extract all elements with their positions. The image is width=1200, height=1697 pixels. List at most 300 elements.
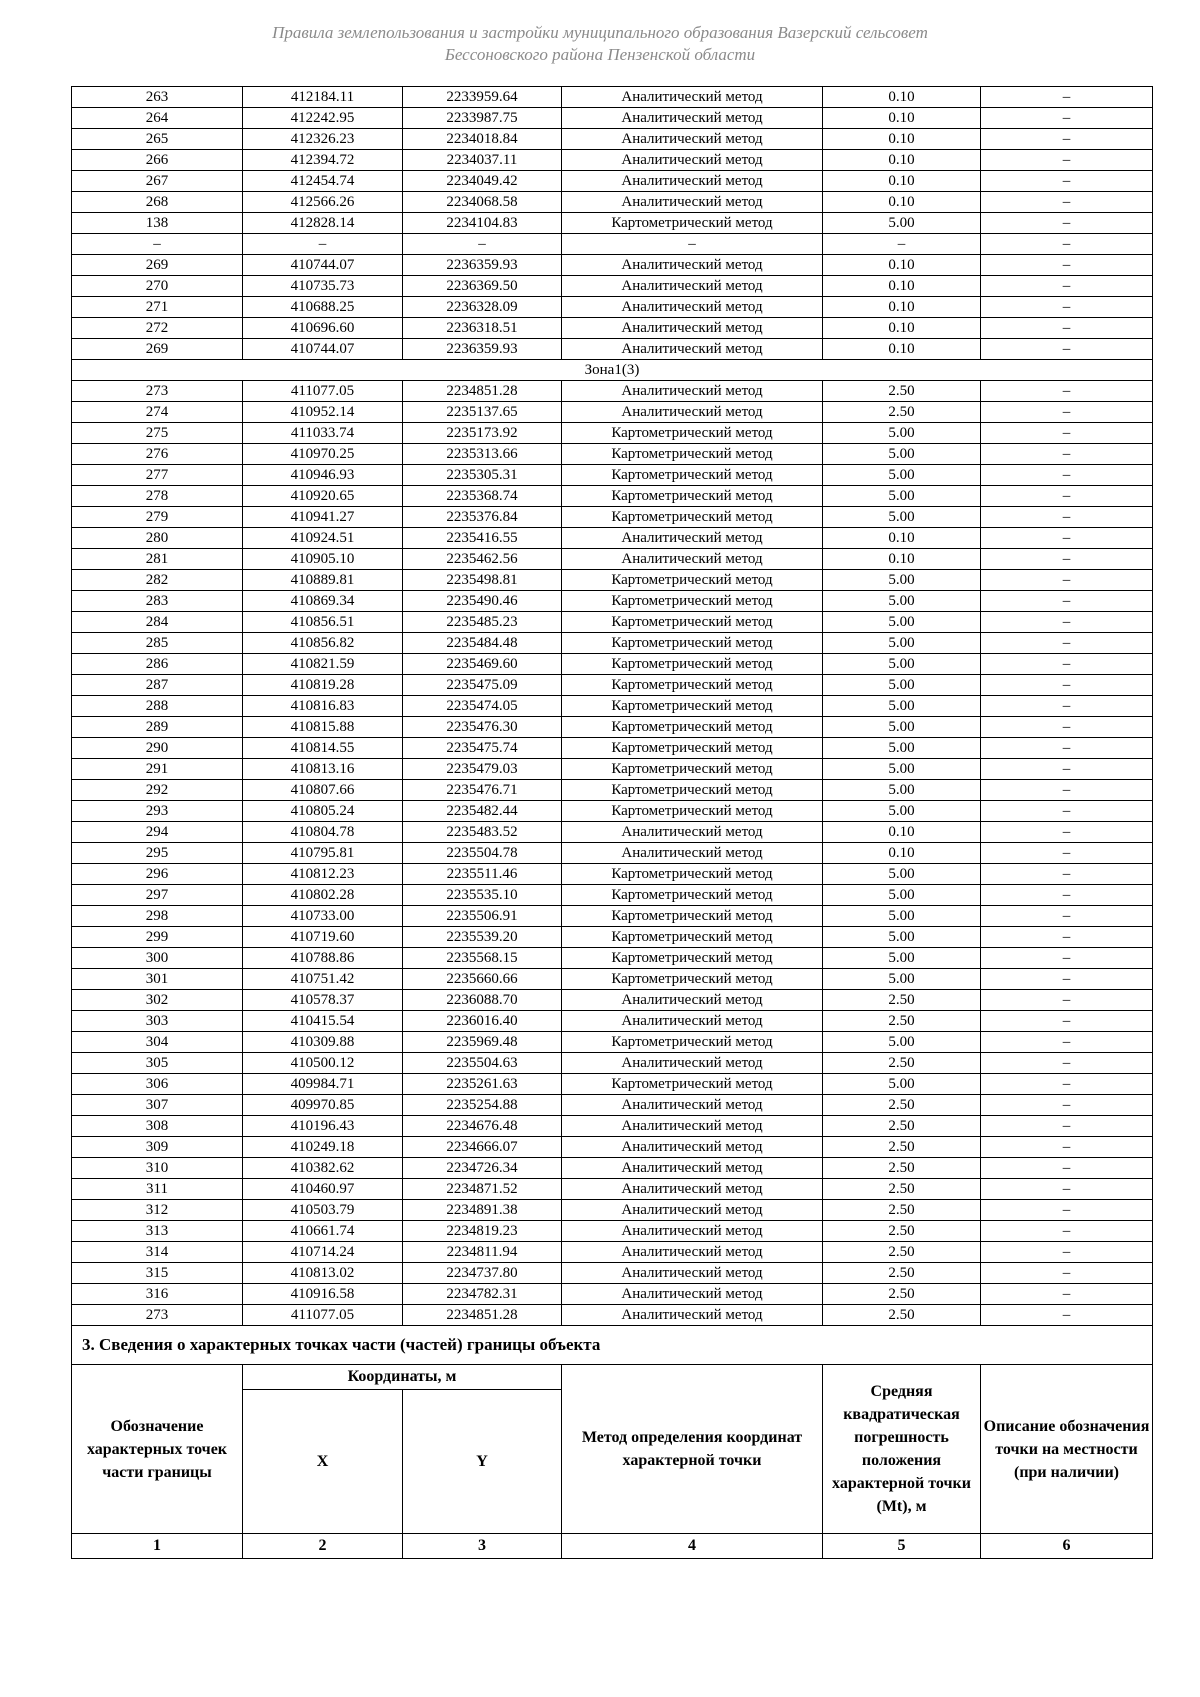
point-id-cell: 312 <box>72 1200 243 1221</box>
table-row <box>72 864 1153 885</box>
point-id-cell: 286 <box>72 654 243 675</box>
description-cell: – <box>981 108 1153 129</box>
description-cell: – <box>981 675 1153 696</box>
error-cell: 0.10 <box>823 150 981 171</box>
description-cell: – <box>981 1158 1153 1179</box>
description-cell: – <box>981 927 1153 948</box>
point-id-cell: 292 <box>72 780 243 801</box>
error-cell: 0.10 <box>823 297 981 318</box>
point-id-cell: 291 <box>72 759 243 780</box>
x-coord-cell: 410795.81 <box>243 843 403 864</box>
y-coord-cell: 2234068.58 <box>403 192 562 213</box>
y-coord-cell: 2235504.78 <box>403 843 562 864</box>
y-coord-cell: 2234811.94 <box>403 1242 562 1263</box>
y-coord-cell: 2235482.44 <box>403 801 562 822</box>
y-coord-cell: 2235483.52 <box>403 822 562 843</box>
point-id-cell: 270 <box>72 276 243 297</box>
point-id-cell: 263 <box>72 87 243 108</box>
section-3-title-row <box>72 1326 1153 1365</box>
y-coord-cell: 2234676.48 <box>403 1116 562 1137</box>
description-cell: – <box>981 570 1153 591</box>
y-coord-cell: 2234726.34 <box>403 1158 562 1179</box>
x-coord-cell: 412242.95 <box>243 108 403 129</box>
table-row <box>72 108 1153 129</box>
point-id-cell: 287 <box>72 675 243 696</box>
error-cell: 2.50 <box>823 1242 981 1263</box>
error-cell: 2.50 <box>823 1200 981 1221</box>
method-cell: Аналитический метод <box>562 129 823 150</box>
error-cell: 5.00 <box>823 738 981 759</box>
y-coord-cell: 2236359.93 <box>403 339 562 360</box>
error-cell: 0.10 <box>823 192 981 213</box>
method-cell: Аналитический метод <box>562 1053 823 1074</box>
point-id-cell: 300 <box>72 948 243 969</box>
rows-before-zone <box>72 87 1153 360</box>
method-cell: Картометрический метод <box>562 486 823 507</box>
method-cell: Аналитический метод <box>562 1263 823 1284</box>
error-cell: 0.10 <box>823 276 981 297</box>
description-cell: – <box>981 1221 1153 1242</box>
col-coords-header: Координаты, м <box>243 1365 562 1390</box>
error-cell: 5.00 <box>823 801 981 822</box>
error-cell: 0.10 <box>823 822 981 843</box>
point-id-cell: 138 <box>72 213 243 234</box>
method-cell: Картометрический метод <box>562 507 823 528</box>
x-coord-cell: 410856.51 <box>243 612 403 633</box>
point-id-cell: 264 <box>72 108 243 129</box>
table-row <box>72 507 1153 528</box>
x-coord-cell: 410196.43 <box>243 1116 403 1137</box>
method-cell: Картометрический метод <box>562 780 823 801</box>
table-row <box>72 612 1153 633</box>
description-cell: – <box>981 1032 1153 1053</box>
y-coord-cell: 2236088.70 <box>403 990 562 1011</box>
table-row <box>72 381 1153 402</box>
table-row <box>72 276 1153 297</box>
x-coord-cell: 410751.42 <box>243 969 403 990</box>
x-coord-cell: 412326.23 <box>243 129 403 150</box>
page-header <box>0 22 1200 66</box>
point-id-cell: 304 <box>72 1032 243 1053</box>
column-number: 4 <box>562 1534 823 1559</box>
x-coord-cell: 410821.59 <box>243 654 403 675</box>
point-id-cell: 308 <box>72 1116 243 1137</box>
description-cell: – <box>981 192 1153 213</box>
x-coord-cell: 410924.51 <box>243 528 403 549</box>
method-cell: Картометрический метод <box>562 717 823 738</box>
x-coord-cell: 410916.58 <box>243 1284 403 1305</box>
y-coord-cell: 2234819.23 <box>403 1221 562 1242</box>
error-cell: 5.00 <box>823 423 981 444</box>
y-coord-cell: 2235474.05 <box>403 696 562 717</box>
description-cell: – <box>981 129 1153 150</box>
point-id-cell: 276 <box>72 444 243 465</box>
table-row <box>72 528 1153 549</box>
table-row <box>72 654 1153 675</box>
error-cell: 2.50 <box>823 1011 981 1032</box>
x-coord-cell: 410889.81 <box>243 570 403 591</box>
x-coord-cell: 410500.12 <box>243 1053 403 1074</box>
description-cell: – <box>981 906 1153 927</box>
y-coord-cell: 2236359.93 <box>403 255 562 276</box>
method-cell: Аналитический метод <box>562 1158 823 1179</box>
x-coord-cell: 410249.18 <box>243 1137 403 1158</box>
table-row <box>72 885 1153 906</box>
description-cell: – <box>981 717 1153 738</box>
description-cell: – <box>981 843 1153 864</box>
x-coord-cell: 410735.73 <box>243 276 403 297</box>
error-cell: 0.10 <box>823 255 981 276</box>
point-id-cell: 271 <box>72 297 243 318</box>
point-id-cell: 302 <box>72 990 243 1011</box>
method-cell: Аналитический метод <box>562 87 823 108</box>
description-cell: – <box>981 423 1153 444</box>
point-id-cell: 288 <box>72 696 243 717</box>
y-coord-cell: 2234037.11 <box>403 150 562 171</box>
column-number: 1 <box>72 1534 243 1559</box>
y-coord-cell: 2234851.28 <box>403 381 562 402</box>
method-cell: Аналитический метод <box>562 1242 823 1263</box>
error-cell: 0.10 <box>823 129 981 150</box>
y-coord-cell: 2235498.81 <box>403 570 562 591</box>
method-cell: Аналитический метод <box>562 1137 823 1158</box>
table-row <box>72 87 1153 108</box>
y-coord-cell: 2235462.56 <box>403 549 562 570</box>
method-cell: Картометрический метод <box>562 675 823 696</box>
table-row <box>72 486 1153 507</box>
method-cell: Картометрический метод <box>562 570 823 591</box>
y-coord-cell: 2236369.50 <box>403 276 562 297</box>
y-coord-cell: 2235969.48 <box>403 1032 562 1053</box>
error-cell: 5.00 <box>823 927 981 948</box>
x-coord-cell: 410815.88 <box>243 717 403 738</box>
x-coord-cell: 410816.83 <box>243 696 403 717</box>
x-coord-cell: 410856.82 <box>243 633 403 654</box>
method-cell: Картометрический метод <box>562 948 823 969</box>
y-coord-cell: – <box>403 234 562 255</box>
x-coord-cell: 409984.71 <box>243 1074 403 1095</box>
table-row <box>72 339 1153 360</box>
point-id-cell: 309 <box>72 1137 243 1158</box>
table-row <box>72 591 1153 612</box>
description-cell: – <box>981 1074 1153 1095</box>
y-coord-cell: 2235485.23 <box>403 612 562 633</box>
description-cell: – <box>981 318 1153 339</box>
point-id-cell: 269 <box>72 255 243 276</box>
description-cell: – <box>981 381 1153 402</box>
table-row <box>72 759 1153 780</box>
x-coord-cell: 410805.24 <box>243 801 403 822</box>
description-cell: – <box>981 738 1153 759</box>
method-cell: Аналитический метод <box>562 1200 823 1221</box>
x-coord-cell: – <box>243 234 403 255</box>
y-coord-cell: 2233959.64 <box>403 87 562 108</box>
table-row <box>72 1011 1153 1032</box>
error-cell: 5.00 <box>823 486 981 507</box>
table-row <box>72 129 1153 150</box>
point-id-cell: 314 <box>72 1242 243 1263</box>
point-id-cell: 307 <box>72 1095 243 1116</box>
table-row <box>72 570 1153 591</box>
y-coord-cell: 2234851.28 <box>403 1305 562 1326</box>
point-id-cell: 301 <box>72 969 243 990</box>
method-cell: Картометрический метод <box>562 927 823 948</box>
method-cell: Аналитический метод <box>562 843 823 864</box>
error-cell: 5.00 <box>823 591 981 612</box>
x-coord-cell: 410941.27 <box>243 507 403 528</box>
column-number: 2 <box>243 1534 403 1559</box>
method-cell: Картометрический метод <box>562 423 823 444</box>
error-cell: 0.10 <box>823 339 981 360</box>
description-cell: – <box>981 234 1153 255</box>
point-id-cell: 267 <box>72 171 243 192</box>
method-cell: Картометрический метод <box>562 591 823 612</box>
x-coord-cell: 412394.72 <box>243 150 403 171</box>
error-cell: 0.10 <box>823 87 981 108</box>
method-cell: Аналитический метод <box>562 1284 823 1305</box>
error-cell: 5.00 <box>823 717 981 738</box>
table-row <box>72 1284 1153 1305</box>
method-cell: Картометрический метод <box>562 696 823 717</box>
description-cell: – <box>981 1284 1153 1305</box>
column-number: 6 <box>981 1534 1153 1559</box>
description-cell: – <box>981 171 1153 192</box>
point-id-cell: 299 <box>72 927 243 948</box>
description-cell: – <box>981 339 1153 360</box>
method-cell: Картометрический метод <box>562 1032 823 1053</box>
x-coord-cell: 410812.23 <box>243 864 403 885</box>
point-id-cell: 293 <box>72 801 243 822</box>
col-error-header: Средняя квадратическая погрешность положения характерной точки (Mt), м <box>823 1365 981 1534</box>
table-row <box>72 969 1153 990</box>
description-cell: – <box>981 801 1153 822</box>
column-number: 5 <box>823 1534 981 1559</box>
table-row <box>72 1179 1153 1200</box>
x-coord-cell: 412184.11 <box>243 87 403 108</box>
col-designation-header: Обозначение характерных точек части границы <box>72 1365 243 1534</box>
y-coord-cell: 2235254.88 <box>403 1095 562 1116</box>
coordinates-table <box>71 86 1153 1559</box>
point-id-cell: 273 <box>72 381 243 402</box>
col-desc-header: Описание обозначения точки на местности (при наличии) <box>981 1365 1153 1534</box>
column-number-row <box>72 1534 1153 1559</box>
error-cell: 5.00 <box>823 654 981 675</box>
rows-after-zone <box>72 381 1153 1326</box>
method-cell: Аналитический метод <box>562 1095 823 1116</box>
y-coord-cell: 2234737.80 <box>403 1263 562 1284</box>
description-cell: – <box>981 591 1153 612</box>
table-row <box>72 1305 1153 1326</box>
y-coord-cell: 2235305.31 <box>403 465 562 486</box>
table-row <box>72 402 1153 423</box>
y-coord-cell: 2235504.63 <box>403 1053 562 1074</box>
table-row <box>72 822 1153 843</box>
description-cell: – <box>981 1137 1153 1158</box>
description-cell: – <box>981 465 1153 486</box>
method-cell: Аналитический метод <box>562 171 823 192</box>
point-id-cell: 265 <box>72 129 243 150</box>
table-row <box>72 234 1153 255</box>
description-cell: – <box>981 1263 1153 1284</box>
point-id-cell: 294 <box>72 822 243 843</box>
y-coord-cell: 2235261.63 <box>403 1074 562 1095</box>
method-cell: Картометрический метод <box>562 801 823 822</box>
method-cell: Аналитический метод <box>562 276 823 297</box>
method-cell: Картометрический метод <box>562 1074 823 1095</box>
table-row <box>72 1074 1153 1095</box>
method-cell: Картометрический метод <box>562 612 823 633</box>
error-cell: 5.00 <box>823 780 981 801</box>
x-coord-cell: 410578.37 <box>243 990 403 1011</box>
method-cell: Аналитический метод <box>562 297 823 318</box>
x-coord-cell: 410813.02 <box>243 1263 403 1284</box>
y-coord-cell: 2235475.74 <box>403 738 562 759</box>
x-coord-cell: 410804.78 <box>243 822 403 843</box>
error-cell: 5.00 <box>823 969 981 990</box>
x-coord-cell: 410813.16 <box>243 759 403 780</box>
point-id-cell: 303 <box>72 1011 243 1032</box>
point-id-cell: 305 <box>72 1053 243 1074</box>
x-coord-cell: 410946.93 <box>243 465 403 486</box>
x-coord-cell: 411077.05 <box>243 1305 403 1326</box>
table-row <box>72 465 1153 486</box>
point-id-cell: 284 <box>72 612 243 633</box>
y-coord-cell: 2235539.20 <box>403 927 562 948</box>
point-id-cell: 283 <box>72 591 243 612</box>
point-id-cell: 297 <box>72 885 243 906</box>
description-cell: – <box>981 402 1153 423</box>
point-id-cell: 277 <box>72 465 243 486</box>
error-cell: 2.50 <box>823 1053 981 1074</box>
table-row <box>72 423 1153 444</box>
y-coord-cell: 2235376.84 <box>403 507 562 528</box>
x-coord-cell: 410661.74 <box>243 1221 403 1242</box>
y-coord-cell: 2236016.40 <box>403 1011 562 1032</box>
y-coord-cell: 2235511.46 <box>403 864 562 885</box>
method-cell: Аналитический метод <box>562 1305 823 1326</box>
description-cell: – <box>981 1095 1153 1116</box>
y-coord-cell: 2235475.09 <box>403 675 562 696</box>
x-coord-cell: 411077.05 <box>243 381 403 402</box>
error-cell: 5.00 <box>823 1032 981 1053</box>
description-cell: – <box>981 255 1153 276</box>
point-id-cell: 313 <box>72 1221 243 1242</box>
method-cell: Аналитический метод <box>562 822 823 843</box>
description-cell: – <box>981 696 1153 717</box>
x-coord-cell: 410309.88 <box>243 1032 403 1053</box>
y-coord-cell: 2235137.65 <box>403 402 562 423</box>
section-3-title: 3. Сведения о характерных точках части (частей) границы объекта <box>72 1326 1153 1365</box>
table-row <box>72 696 1153 717</box>
description-cell: – <box>981 1116 1153 1137</box>
y-coord-cell: 2234871.52 <box>403 1179 562 1200</box>
description-cell: – <box>981 948 1153 969</box>
y-coord-cell: 2235506.91 <box>403 906 562 927</box>
error-cell: 0.10 <box>823 549 981 570</box>
method-cell: Аналитический метод <box>562 150 823 171</box>
x-coord-cell: 412828.14 <box>243 213 403 234</box>
method-cell: Картометрический метод <box>562 654 823 675</box>
description-cell: – <box>981 1242 1153 1263</box>
error-cell: 5.00 <box>823 465 981 486</box>
x-coord-cell: 410744.07 <box>243 339 403 360</box>
method-cell: Аналитический метод <box>562 528 823 549</box>
y-coord-cell: 2235660.66 <box>403 969 562 990</box>
point-id-cell: 281 <box>72 549 243 570</box>
table-row <box>72 255 1153 276</box>
description-cell: – <box>981 1179 1153 1200</box>
error-cell: 0.10 <box>823 171 981 192</box>
point-id-cell: 316 <box>72 1284 243 1305</box>
x-coord-cell: 410814.55 <box>243 738 403 759</box>
method-cell: Картометрический метод <box>562 213 823 234</box>
table-row <box>72 1242 1153 1263</box>
point-id-cell: 290 <box>72 738 243 759</box>
point-id-cell: 266 <box>72 150 243 171</box>
y-coord-cell: 2234018.84 <box>403 129 562 150</box>
error-cell: 2.50 <box>823 1158 981 1179</box>
table-row <box>72 1263 1153 1284</box>
x-coord-cell: 410788.86 <box>243 948 403 969</box>
x-coord-cell: 410802.28 <box>243 885 403 906</box>
table-row <box>72 297 1153 318</box>
x-coord-cell: 410733.00 <box>243 906 403 927</box>
method-cell: Картометрический метод <box>562 465 823 486</box>
table-row <box>72 1095 1153 1116</box>
zone-row <box>72 360 1153 381</box>
error-cell: 2.50 <box>823 1284 981 1305</box>
method-cell: Аналитический метод <box>562 549 823 570</box>
x-coord-cell: 410807.66 <box>243 780 403 801</box>
y-coord-cell: 2235173.92 <box>403 423 562 444</box>
method-cell: Картометрический метод <box>562 864 823 885</box>
table-row <box>72 801 1153 822</box>
method-cell: Картометрический метод <box>562 738 823 759</box>
error-cell: 2.50 <box>823 990 981 1011</box>
method-cell: Аналитический метод <box>562 990 823 1011</box>
point-id-cell: 285 <box>72 633 243 654</box>
method-cell: Аналитический метод <box>562 192 823 213</box>
x-coord-cell: 411033.74 <box>243 423 403 444</box>
x-coord-cell: 410719.60 <box>243 927 403 948</box>
error-cell: 5.00 <box>823 633 981 654</box>
x-coord-cell: 410696.60 <box>243 318 403 339</box>
error-cell: 0.10 <box>823 528 981 549</box>
description-cell: – <box>981 864 1153 885</box>
table-row <box>72 1116 1153 1137</box>
header-line-1: Правила землепользования и застройки муниципального образования Вазерский сельсовет <box>272 23 928 42</box>
description-cell: – <box>981 213 1153 234</box>
error-cell: 5.00 <box>823 444 981 465</box>
error-cell: 5.00 <box>823 759 981 780</box>
y-coord-cell: 2236318.51 <box>403 318 562 339</box>
point-id-cell: 296 <box>72 864 243 885</box>
point-id-cell: 311 <box>72 1179 243 1200</box>
y-coord-cell: 2235568.15 <box>403 948 562 969</box>
error-cell: 2.50 <box>823 1221 981 1242</box>
error-cell: 2.50 <box>823 1305 981 1326</box>
method-cell: Аналитический метод <box>562 318 823 339</box>
x-coord-cell: 410905.10 <box>243 549 403 570</box>
y-coord-cell: 2235469.60 <box>403 654 562 675</box>
point-id-cell: 279 <box>72 507 243 528</box>
table-row <box>72 549 1153 570</box>
zone-section <box>72 360 1153 381</box>
method-cell: Картометрический метод <box>562 885 823 906</box>
method-cell: Картометрический метод <box>562 444 823 465</box>
description-cell: – <box>981 990 1153 1011</box>
method-cell: – <box>562 234 823 255</box>
